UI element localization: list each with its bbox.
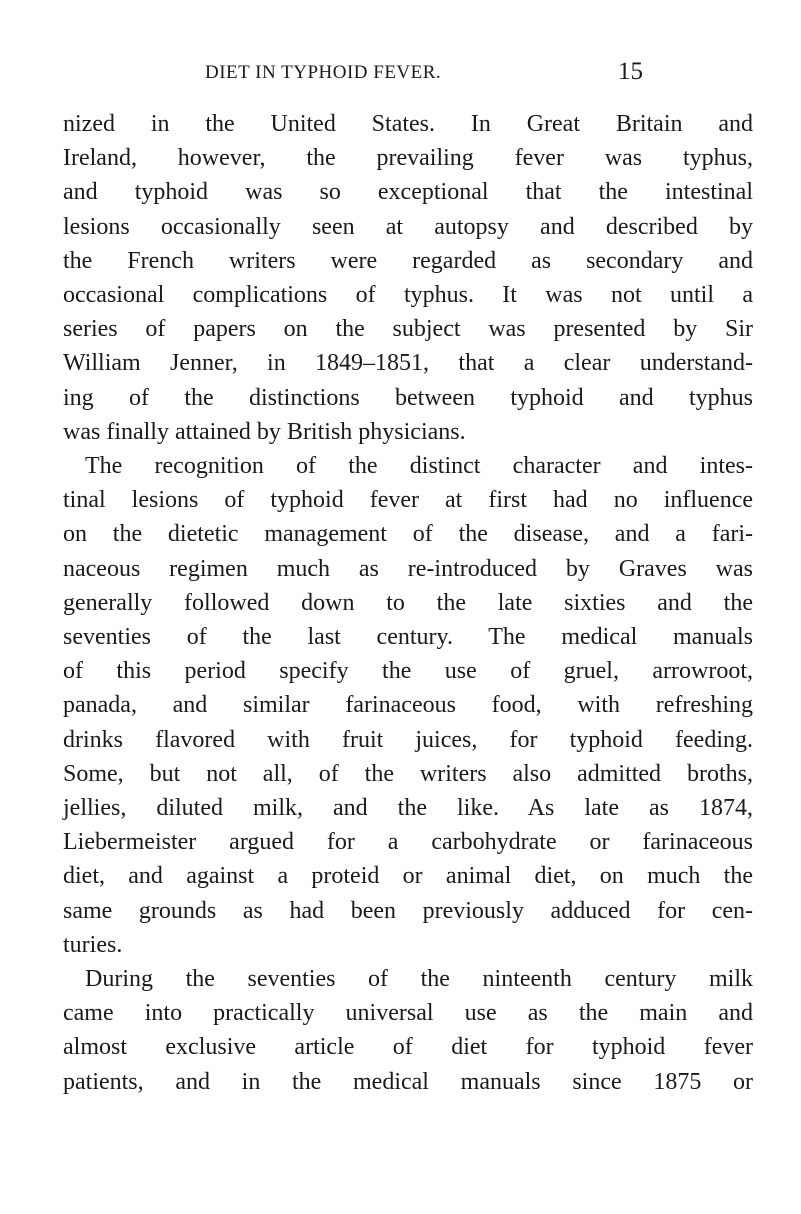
- text-line: almost exclusive article of diet for typhoid fever: [63, 1034, 753, 1061]
- text-line: diet, and against a proteid or animal diet, on much the: [63, 863, 753, 890]
- body-text: [63, 107, 753, 1099]
- running-head: DIET IN TYPHOID FEVER.: [205, 62, 442, 83]
- page-header: [0, 58, 801, 88]
- text-line: nized in the United States. In Great Britain and: [63, 111, 753, 137]
- text-line: on the dietetic management of the disease, and a fari-: [63, 521, 753, 548]
- text-line: turies.: [63, 931, 123, 958]
- text-line: occasional complications of typhus. It was not until a: [63, 282, 753, 309]
- text-line: panada, and similar farinaceous food, with refreshing: [63, 692, 753, 719]
- text-line: the French writers were regarded as secondary and: [63, 247, 753, 274]
- text-line: same grounds as had been previously adduced for cen-: [63, 897, 753, 924]
- text-line: series of papers on the subject was presented by Sir: [63, 316, 753, 343]
- text-line: jellies, diluted milk, and the like. As late as 1874,: [63, 795, 753, 822]
- paragraph-2: [63, 449, 753, 962]
- text-line: patients, and in the medical manuals since 1875 or: [63, 1068, 753, 1095]
- text-line: generally followed down to the late sixties and the: [63, 589, 753, 616]
- text-line: Ireland, however, the prevailing fever was typhus,: [63, 145, 753, 172]
- paragraph-1: [63, 107, 753, 449]
- text-line: The recognition of the distinct character and intes-: [85, 453, 753, 480]
- page-number: 15: [618, 58, 643, 85]
- text-line: seventies of the last century. The medical manuals: [63, 624, 753, 651]
- text-line: During the seventies of the ninteenth century milk: [85, 966, 753, 993]
- text-line: naceous regimen much as re-introduced by Graves was: [63, 555, 753, 582]
- text-line: lesions occasionally seen at autopsy and described by: [63, 213, 753, 240]
- text-line: tinal lesions of typhoid fever at first had no influence: [63, 487, 753, 514]
- text-line: Liebermeister argued for a carbohydrate or farinaceous: [63, 829, 753, 856]
- text-line: Some, but not all, of the writers also admitted broths,: [63, 760, 753, 787]
- text-line: drinks flavored with fruit juices, for typhoid feeding.: [63, 726, 753, 753]
- text-line: ing of the distinctions between typhoid and typhus: [63, 384, 753, 411]
- text-line: came into practically universal use as the main and: [63, 1000, 753, 1027]
- text-line: of this period specify the use of gruel, arrowroot,: [63, 658, 753, 685]
- text-line: and typhoid was so exceptional that the intestinal: [63, 179, 753, 206]
- text-line: William Jenner, in 1849–1851, that a clear understand-: [63, 350, 753, 377]
- text-line: was finally attained by British physicians.: [63, 418, 466, 445]
- paragraph-3: [63, 962, 753, 1099]
